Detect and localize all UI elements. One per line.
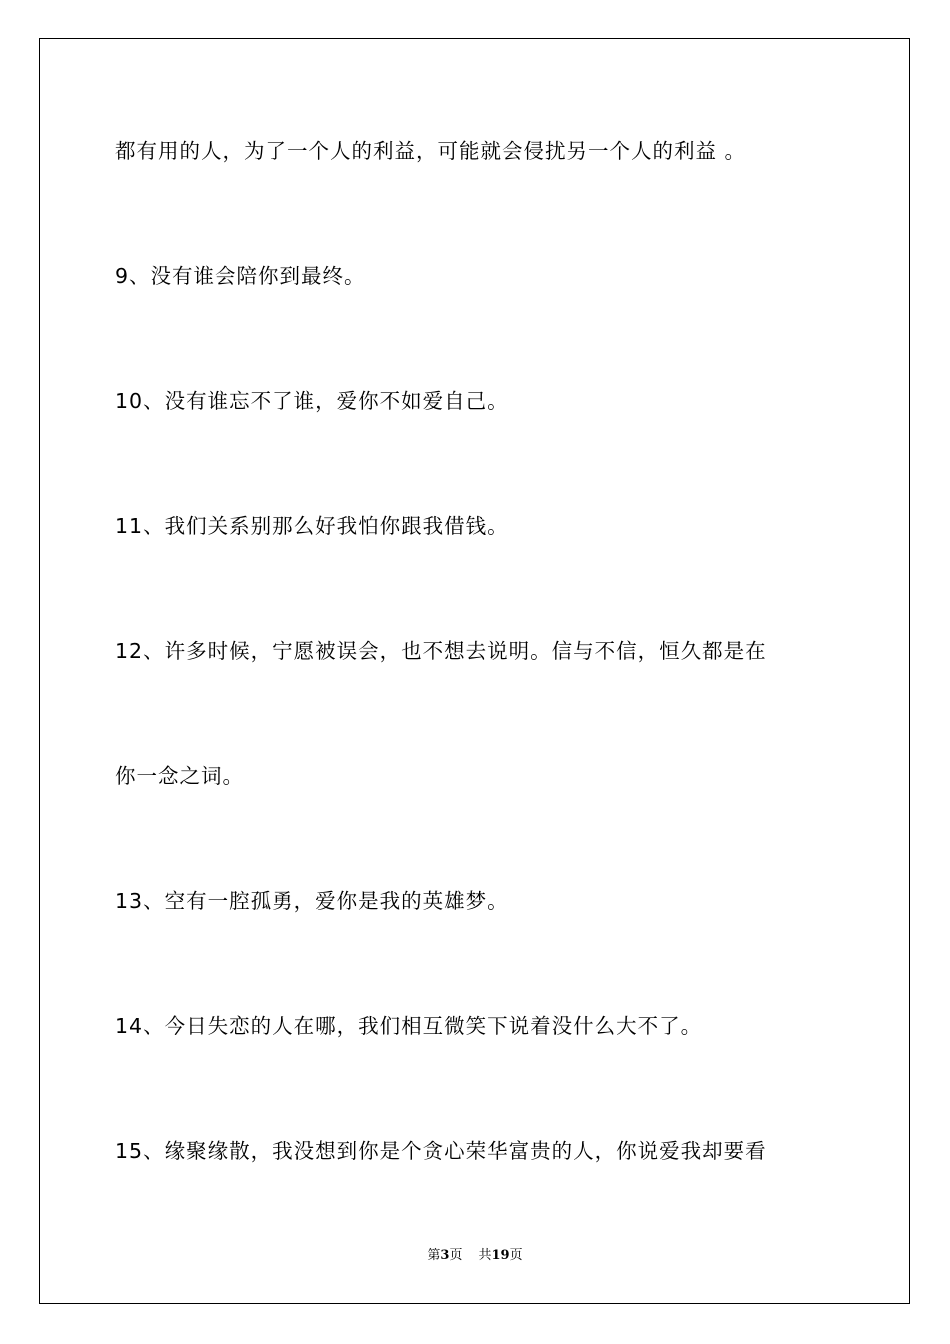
text-line: 15、缘聚缘散，我没想到你是个贪心荣华富贵的人，你说爱我却要看 bbox=[115, 1139, 767, 1163]
text-line: 你一念之词。 bbox=[115, 764, 244, 788]
page-suffix: 页 bbox=[449, 1248, 463, 1263]
total-suffix: 页 bbox=[509, 1248, 523, 1263]
text-line: 10、没有谁忘不了谁，爱你不如爱自己。 bbox=[115, 389, 509, 413]
text-line: 9、没有谁会陪你到最终。 bbox=[115, 264, 366, 288]
text-line: 13、空有一腔孤勇，爱你是我的英雄梦。 bbox=[115, 889, 509, 913]
text-line: 12、许多时候，宁愿被误会，也不想去说明。信与不信，恒久都是在 bbox=[115, 639, 767, 663]
page-number: 3 bbox=[440, 1248, 450, 1263]
page-footer bbox=[0, 1247, 950, 1265]
text-line: 都有用的人，为了一个人的利益，可能就会侵扰另一个人的利益 。 bbox=[115, 139, 747, 163]
total-prefix: 共 bbox=[478, 1248, 492, 1263]
text-line: 14、今日失恋的人在哪，我们相互微笑下说着没什么大不了。 bbox=[115, 1014, 703, 1038]
page-prefix: 第 bbox=[427, 1248, 441, 1263]
text-line: 11、我们关系别那么好我怕你跟我借钱。 bbox=[115, 514, 509, 538]
total-pages: 19 bbox=[491, 1248, 510, 1263]
page-border bbox=[39, 38, 910, 1304]
